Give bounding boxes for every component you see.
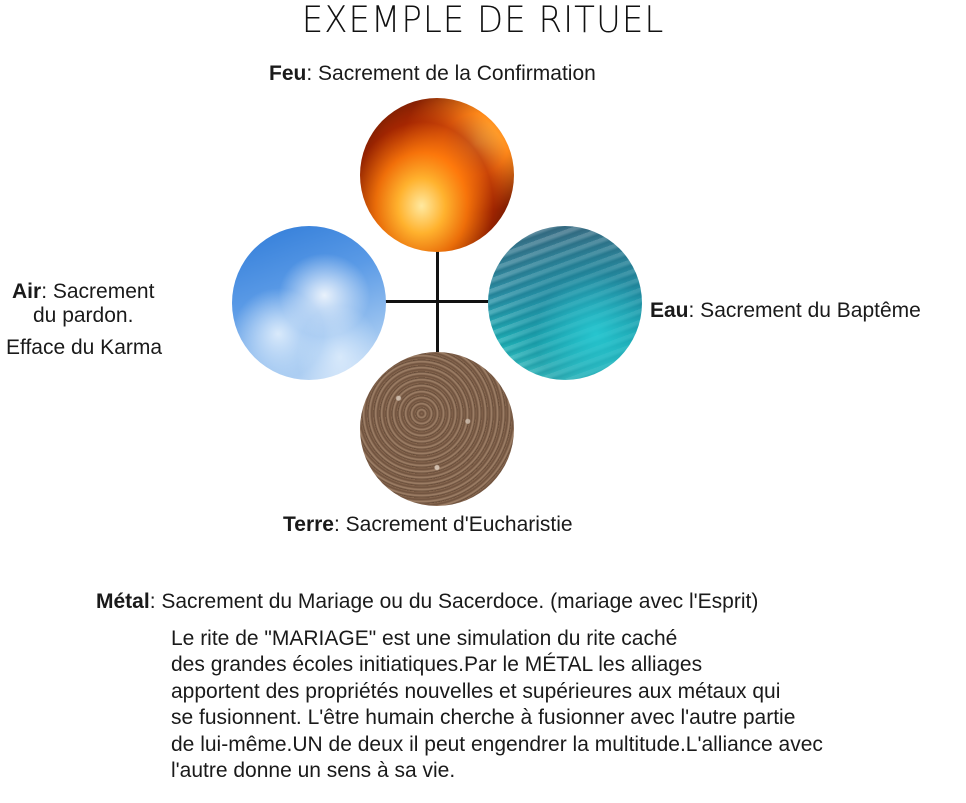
earth-name: Terre: [283, 513, 334, 536]
fire-image: [360, 98, 514, 252]
fire-name: Feu: [269, 62, 307, 85]
metal-name: Métal: [96, 590, 150, 613]
page-title: EXEMPLE DE RITUEL: [301, 0, 665, 42]
water-text: : Sacrement du Baptême: [688, 299, 921, 322]
metal-description-line: des grandes écoles initiatiques.Par le MÉTAL les alliages: [171, 653, 703, 677]
fire-text: : Sacrement de la Confirmation: [306, 62, 596, 85]
metal-text: : Sacrement du Mariage ou du Sacerdoce. (mariage avec l'Esprit): [149, 590, 759, 613]
water-name: Eau: [650, 299, 689, 322]
metal-description-line: l'autre donne un sens à sa vie.: [171, 759, 456, 783]
metal-label: [96, 590, 956, 614]
metal-description-line: de lui-même.UN de deux il peut engendrer la multitude.L'alliance avec: [171, 732, 823, 756]
earth-text: : Sacrement d'Eucharistie: [333, 513, 573, 536]
air-text: : Sacrement: [41, 280, 155, 303]
water-label: [650, 299, 921, 323]
metal-description: [171, 626, 931, 784]
air-name: Air: [12, 280, 42, 303]
earth-image: [360, 352, 514, 506]
fire-label: [269, 62, 596, 86]
air-label-line2: du pardon.: [33, 304, 134, 327]
air-label-line3: Efface du Karma: [6, 336, 163, 359]
metal-description-line: Le rite de "MARIAGE" est une simulation du rite caché: [171, 627, 678, 650]
air-label: [12, 280, 154, 304]
metal-description-line: apportent des propriétés nouvelles et supérieures aux métaux qui: [171, 679, 781, 703]
metal-section: [96, 590, 956, 783]
air-image: [232, 226, 386, 380]
horizontal-connector: [384, 300, 490, 303]
water-image: [488, 226, 642, 380]
earth-label: [283, 513, 573, 537]
metal-description-line: se fusionnent. L'être humain cherche à fusionner avec l'autre partie: [171, 706, 796, 730]
